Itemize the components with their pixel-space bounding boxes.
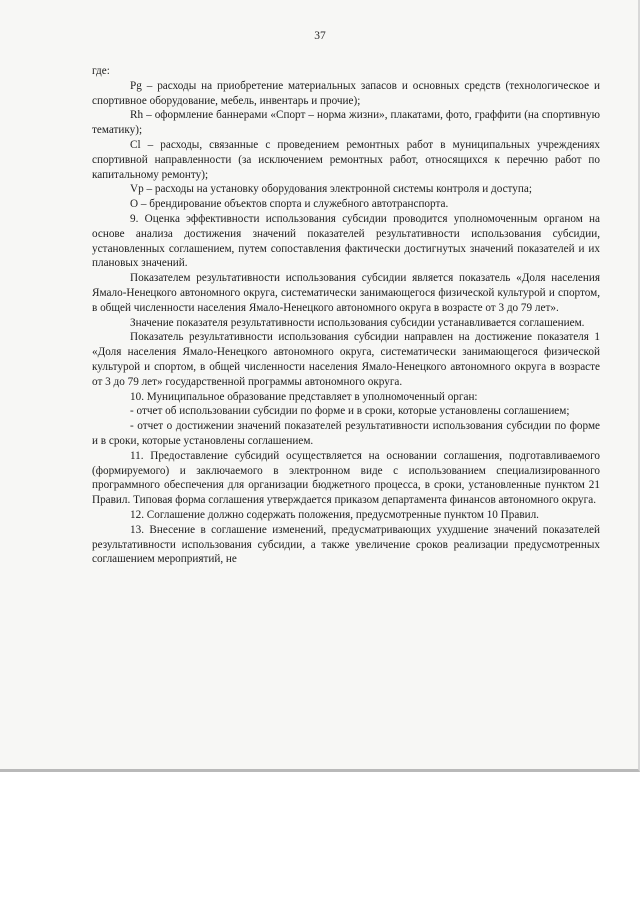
page-number: 37 xyxy=(314,30,326,42)
paragraph-item-11: 11. Предоставление субсидий осуществляется на основании соглашения, подготавливаемого (формируемого) и заключаемого в электронном виде с использованием специализированного программного обеспечения для организации бюджетного процесса, в сроки, установленные пунктом 21 Правил. Типовая форма соглашения утверждается приказом департамента финансов автономного округа. xyxy=(92,449,600,507)
paragraph-item-10: 10. Муниципальное образование представляет в уполномоченный орган: xyxy=(130,390,478,403)
paragraph-item-13: 13. Внесение в соглашение изменений, предусматривающих ухудшение значений показателей результативности использования субсидии, а также увеличение сроков реализации предусмотренных соглашением мероприятий, не xyxy=(92,523,600,566)
paragraph-pg: Pg – расходы на приобретение материальных запасов и основных средств (технологическое и спортивное оборудование, мебель, инвентарь и прочие); xyxy=(92,79,600,107)
paragraph-report-achievement: - отчет о достижении значений показателей результативности использования субсидии по форме и в сроки, которые установлены соглашением. xyxy=(92,420,600,447)
paragraph-indicator: Показателем результативности использования субсидии является показатель «Доля населения Ямало-Ненецкого автономного округа, систематически занимающегося физической культурой и спортом, в общей численности населения Ямало-Ненецкого автономного округа в возрасте от 3 до 79 лет». xyxy=(92,272,600,314)
paragraph-indicator-target: Показатель результативности использования субсидии направлен на достижение показателя 1 «Доля населения Ямало-Ненецкого автономного округа, систематически занимающегося физической культурой и спортом, в общей численности населения Ямало-Ненецкого автономного округа в возрасте от 3 до 79 лет» государственной программы автономного округа. xyxy=(92,331,600,388)
paragraph-item-9: 9. Оценка эффективности использования субсидии проводится уполномоченным органом на основе анализа достижения значений показателей результативности использования субсидии, установленных соглашением, путем сопоставления фактически достигнутых значений показателей и их плановых значений. xyxy=(92,212,600,270)
paragraph-report-usage: - отчет об использовании субсидии по форме и в сроки, которые установлены соглашением; xyxy=(130,405,570,418)
paragraph-rh: Rh – оформление баннерами «Спорт – норма жизни», плакатами, фото, граффити (на спортивную тематику); xyxy=(92,109,600,137)
paragraph-cl: Cl – расходы, связанные с проведением ремонтных работ в муниципальных учреждениях спортивной направленности (за исключением ремонтных работ, относящихся к перечню работ по капитальному ремонту); xyxy=(92,138,600,181)
document-body xyxy=(92,64,600,567)
paragraph-o: O – брендирование объектов спорта и служебного автотранспорта. xyxy=(130,198,449,211)
paragraph-indicator-value: Значение показателя результативности использования субсидии устанавливается соглашением. xyxy=(130,316,585,329)
paragraph-item-12: 12. Соглашение должно содержать положения, предусмотренные пунктом 10 Правил. xyxy=(130,508,539,521)
paragraph-vp: Vp – расходы на установку оборудования электронной системы контроля и доступа; xyxy=(130,183,532,196)
paragraph-where: где: xyxy=(92,65,110,77)
